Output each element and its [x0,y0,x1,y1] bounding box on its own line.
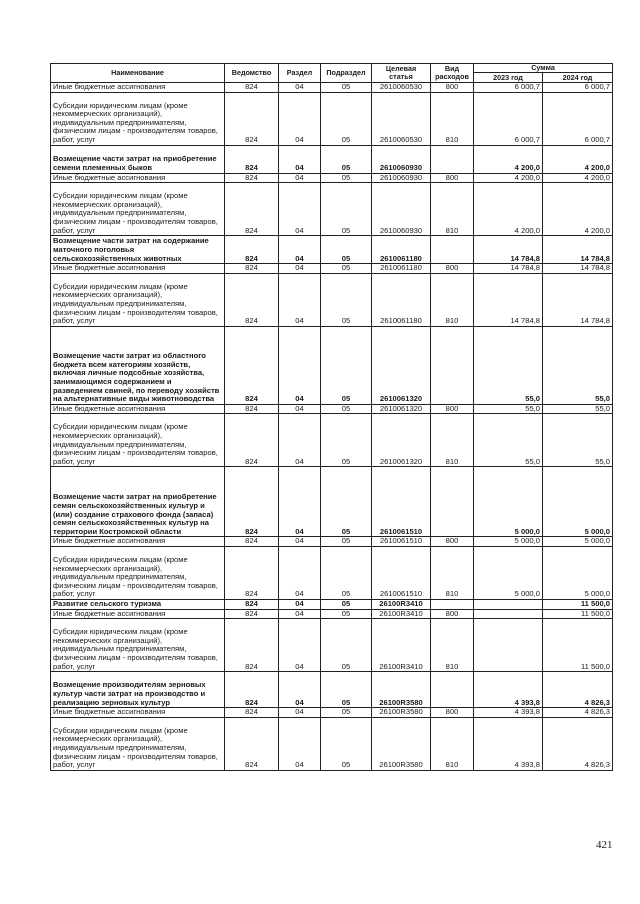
table-row [51,145,613,173]
table-row [51,273,613,326]
row-podrazdel: 05 [321,404,372,414]
row-vedomstvo: 824 [225,708,279,718]
row-sum-2023: 14 784,8 [474,273,543,326]
row-razdel: 04 [279,145,321,173]
header-vid-raskhodov: Вид расходов [431,64,474,83]
table-row [51,404,613,414]
page-number: 421 [596,839,613,851]
row-sum-2024: 4 826,3 [543,672,613,708]
row-name: Субсидии юридическим лицам (кроме некоммерческих организаций), индивидуальным предпринимателям, физическим лицам - производителям товаров, работ, услуг [51,414,225,467]
row-vedomstvo: 824 [225,609,279,619]
row-name: Возмещение части затрат из областного бюджета всем категориям хозяйств, включая личные подсобные хозяйства, занимающимся содержанием и разведением свиней, по переводу хозяйств на альтернативные виды животноводства [51,326,225,404]
table-row [51,264,613,274]
row-razdel: 04 [279,92,321,145]
row-sum-2023: 4 393,8 [474,672,543,708]
row-statya: 2610061510 [372,546,431,599]
row-name: Субсидии юридическим лицам (кроме некоммерческих организаций), индивидуальным предпринимателям, физическим лицам - производителям товаров, работ, услуг [51,183,225,236]
budget-table [50,63,613,771]
table-row [51,537,613,547]
row-razdel: 04 [279,708,321,718]
table-row [51,717,613,770]
row-name: Иные бюджетные ассигнования [51,404,225,414]
header-razdel: Раздел [279,64,321,83]
table-row [51,599,613,609]
row-sum-2024: 5 000,0 [543,546,613,599]
row-vid: 800 [431,609,474,619]
header-tselevaya-statya: Целевая статья [372,64,431,83]
row-name: Субсидии юридическим лицам (кроме некоммерческих организаций), индивидуальным предпринимателям, физическим лицам - производителям товаров, работ, услуг [51,619,225,672]
row-podrazdel: 05 [321,236,372,264]
row-sum-2023: 14 784,8 [474,264,543,274]
row-name: Субсидии юридическим лицам (кроме некоммерческих организаций), индивидуальным предпринимателям, физическим лицам - производителям товаров, работ, услуг [51,273,225,326]
row-podrazdel: 05 [321,546,372,599]
row-name: Субсидии юридическим лицам (кроме некоммерческих организаций), индивидуальным предпринимателям, физическим лицам - производителям товаров, работ, услуг [51,717,225,770]
row-vedomstvo: 824 [225,414,279,467]
row-name: Иные бюджетные ассигнования [51,609,225,619]
row-sum-2024: 14 784,8 [543,273,613,326]
row-vedomstvo: 824 [225,173,279,183]
row-statya: 2610061320 [372,404,431,414]
row-vedomstvo: 824 [225,672,279,708]
row-vid: 800 [431,83,474,93]
row-podrazdel: 05 [321,672,372,708]
row-razdel: 04 [279,717,321,770]
row-razdel: 04 [279,404,321,414]
row-sum-2023: 4 393,8 [474,708,543,718]
row-statya: 2610060530 [372,92,431,145]
row-sum-2024: 14 784,8 [543,236,613,264]
row-razdel: 04 [279,83,321,93]
row-vedomstvo: 824 [225,273,279,326]
row-name: Иные бюджетные ассигнования [51,173,225,183]
row-sum-2023: 55,0 [474,326,543,404]
row-name: Иные бюджетные ассигнования [51,708,225,718]
row-razdel: 04 [279,599,321,609]
table-row [51,92,613,145]
row-podrazdel: 05 [321,273,372,326]
row-statya: 2610061180 [372,236,431,264]
row-vedomstvo: 824 [225,546,279,599]
row-podrazdel: 05 [321,92,372,145]
table-row [51,236,613,264]
row-statya: 2610060530 [372,83,431,93]
row-statya: 2610061180 [372,264,431,274]
row-sum-2023 [474,599,543,609]
row-statya: 26100R3410 [372,599,431,609]
row-sum-2023: 6 000,7 [474,83,543,93]
row-name: Развитие сельского туризма [51,599,225,609]
row-sum-2024: 55,0 [543,404,613,414]
row-podrazdel: 05 [321,619,372,672]
row-razdel: 04 [279,273,321,326]
row-name: Иные бюджетные ассигнования [51,264,225,274]
row-podrazdel: 05 [321,708,372,718]
row-vid: 810 [431,717,474,770]
row-name: Субсидии юридическим лицам (кроме некоммерческих организаций), индивидуальным предпринимателям, физическим лицам - производителям товаров, работ, услуг [51,546,225,599]
row-sum-2024: 4 200,0 [543,183,613,236]
row-sum-2024: 55,0 [543,414,613,467]
table-row [51,708,613,718]
row-vedomstvo: 824 [225,83,279,93]
row-statya: 2610060930 [372,173,431,183]
row-statya: 2610060930 [372,145,431,173]
row-statya: 2610061510 [372,537,431,547]
row-sum-2023: 5 000,0 [474,537,543,547]
row-statya: 2610061180 [372,273,431,326]
row-razdel: 04 [279,619,321,672]
row-statya: 26100R3580 [372,717,431,770]
table-row [51,414,613,467]
row-vedomstvo: 824 [225,467,279,537]
row-razdel: 04 [279,672,321,708]
row-vedomstvo: 824 [225,183,279,236]
header-name: Наименование [51,64,225,83]
row-vid [431,672,474,708]
row-razdel: 04 [279,467,321,537]
row-statya: 26100R3410 [372,619,431,672]
row-podrazdel: 05 [321,83,372,93]
row-sum-2024: 11 500,0 [543,599,613,609]
row-razdel: 04 [279,546,321,599]
row-vedomstvo: 824 [225,236,279,264]
row-vid [431,236,474,264]
table-row [51,173,613,183]
row-razdel: 04 [279,537,321,547]
row-sum-2023: 5 000,0 [474,467,543,537]
row-sum-2023: 4 200,0 [474,183,543,236]
row-podrazdel: 05 [321,264,372,274]
row-podrazdel: 05 [321,326,372,404]
row-statya: 2610061510 [372,467,431,537]
row-vid: 810 [431,619,474,672]
row-sum-2023: 14 784,8 [474,236,543,264]
table-row [51,183,613,236]
row-podrazdel: 05 [321,145,372,173]
row-vedomstvo: 824 [225,326,279,404]
row-sum-2024: 4 200,0 [543,173,613,183]
table-row [51,467,613,537]
row-sum-2023: 4 200,0 [474,173,543,183]
row-vid: 810 [431,183,474,236]
row-vid: 810 [431,92,474,145]
row-razdel: 04 [279,183,321,236]
row-vedomstvo: 824 [225,537,279,547]
row-sum-2024: 55,0 [543,326,613,404]
row-vid: 800 [431,404,474,414]
row-sum-2023: 55,0 [474,414,543,467]
row-podrazdel: 05 [321,717,372,770]
row-name: Возмещение части затрат на приобретение семян сельскохозяйственных культур и (или) создание страхового фонда (запаса) семян сельскохозяйственных культур на территории Костромской области [51,467,225,537]
row-sum-2023: 55,0 [474,404,543,414]
row-razdel: 04 [279,326,321,404]
row-vid: 800 [431,537,474,547]
row-sum-2024: 11 500,0 [543,609,613,619]
row-vedomstvo: 824 [225,404,279,414]
row-razdel: 04 [279,609,321,619]
row-name: Возмещение части затрат на приобретение семени племенных быков [51,145,225,173]
row-sum-2023 [474,619,543,672]
row-statya: 26100R3580 [372,708,431,718]
row-razdel: 04 [279,264,321,274]
row-vid: 800 [431,264,474,274]
header-2024: 2024 год [543,73,613,83]
row-sum-2024: 4 826,3 [543,708,613,718]
row-razdel: 04 [279,173,321,183]
row-vedomstvo: 824 [225,717,279,770]
row-vid: 800 [431,708,474,718]
row-podrazdel: 05 [321,599,372,609]
row-sum-2024: 5 000,0 [543,537,613,547]
row-podrazdel: 05 [321,467,372,537]
row-statya: 2610060930 [372,183,431,236]
row-podrazdel: 05 [321,173,372,183]
row-vid [431,145,474,173]
table-row [51,83,613,93]
table-body [51,83,613,771]
header-vedomstvo: Ведомство [225,64,279,83]
row-podrazdel: 05 [321,414,372,467]
row-sum-2023: 6 000,7 [474,92,543,145]
row-name: Возмещение части затрат на содержание маточного поголовья сельскохозяйственных животных [51,236,225,264]
row-vid [431,599,474,609]
row-sum-2023: 4 393,8 [474,717,543,770]
row-name: Возмещение производителям зерновых культур части затрат на производство и реализацию зерновых культур [51,672,225,708]
table-row [51,326,613,404]
header-2023: 2023 год [474,73,543,83]
row-vid: 810 [431,273,474,326]
row-sum-2024: 4 200,0 [543,145,613,173]
table-row [51,546,613,599]
row-sum-2024: 11 500,0 [543,619,613,672]
row-name: Иные бюджетные ассигнования [51,83,225,93]
row-vedomstvo: 824 [225,264,279,274]
row-sum-2023: 5 000,0 [474,546,543,599]
row-vedomstvo: 824 [225,599,279,609]
row-sum-2024: 5 000,0 [543,467,613,537]
row-razdel: 04 [279,236,321,264]
row-sum-2024: 6 000,7 [543,92,613,145]
row-vedomstvo: 824 [225,145,279,173]
row-vid [431,467,474,537]
row-name: Субсидии юридическим лицам (кроме некоммерческих организаций), индивидуальным предпринимателям, физическим лицам - производителям товаров, работ, услуг [51,92,225,145]
row-podrazdel: 05 [321,609,372,619]
row-podrazdel: 05 [321,537,372,547]
table-row [51,619,613,672]
header-summa: Сумма [474,64,613,73]
row-vid: 810 [431,414,474,467]
row-name: Иные бюджетные ассигнования [51,537,225,547]
row-sum-2024: 14 784,8 [543,264,613,274]
row-statya: 2610061320 [372,414,431,467]
row-sum-2024: 6 000,7 [543,83,613,93]
row-statya: 26100R3410 [372,609,431,619]
row-razdel: 04 [279,414,321,467]
row-vid: 810 [431,546,474,599]
table-row [51,672,613,708]
row-sum-2023: 4 200,0 [474,145,543,173]
row-podrazdel: 05 [321,183,372,236]
row-vid [431,326,474,404]
row-vedomstvo: 824 [225,92,279,145]
row-statya: 26100R3580 [372,672,431,708]
table-row [51,609,613,619]
row-sum-2023 [474,609,543,619]
header-podrazdel: Подраздел [321,64,372,83]
row-sum-2024: 4 826,3 [543,717,613,770]
row-statya: 2610061320 [372,326,431,404]
row-vedomstvo: 824 [225,619,279,672]
row-vid: 800 [431,173,474,183]
